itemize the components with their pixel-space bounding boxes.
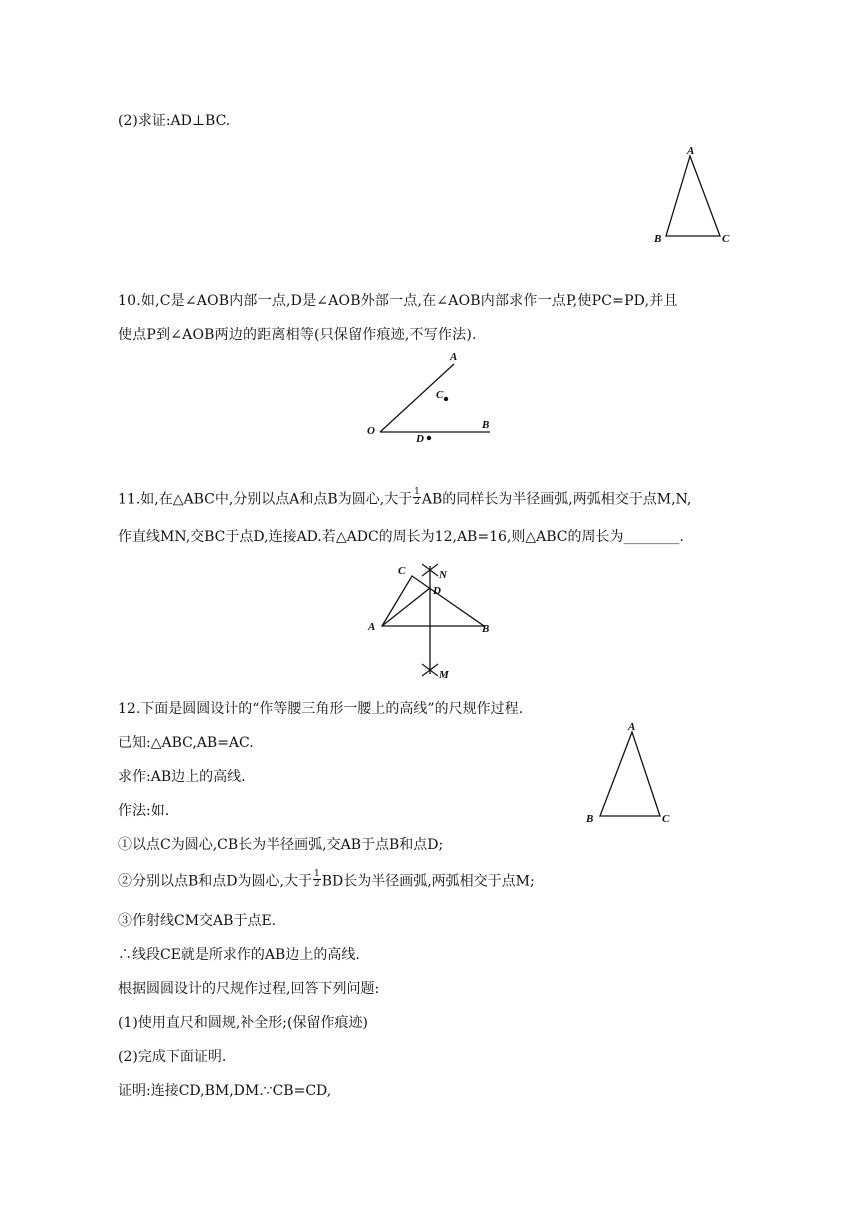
q12-step2-part-a: ②分别以点B和点D为圆心,大于 [118,873,312,890]
q11-label-n: N [439,569,447,581]
q9-triangle-figure [648,142,748,250]
q11-text-line1-part-a: 11.如,在△ABC中,分别以点A和点B为圆心,大于 [118,491,413,508]
q11-fraction-den: 2 [414,497,420,507]
q12-step2-part-b: BD长为半径画弧,两弧相交于点M; [321,873,535,890]
q11-fraction [413,488,421,507]
q10-point-d [427,436,431,440]
q10-point-c [444,397,448,401]
q9-label-c: C [722,233,730,245]
q10-text-line2: 使点P到∠AOB两边的距离相等(只保留作痕迹,不写作法). [118,327,477,343]
q12-triangle-figure [582,716,682,828]
q9-label-a: A [687,145,695,157]
q10-text-line1: 10.如,C是∠AOB内部一点,D是∠AOB外部一点,在∠AOB内部求作一点P,使PC=PD,并且 [118,293,678,309]
q9-triangle-shape [666,156,720,236]
q12-question: 根据圆圆设计的尺规作过程,回答下列问题: [118,981,380,997]
q12-sub2: (2)完成下面证明. [118,1049,227,1065]
q12-sub1: (1)使用直尺和圆规,补全形;(保留作痕迹) [118,1015,368,1031]
q12-label-a: A [628,721,636,733]
q12-method: 作法:如. [118,803,170,819]
q11-label-b: B [482,623,490,635]
q12-title: 12.下面是圆圆设计的“作等腰三角形一腰上的高线”的尺规作过程. [118,701,524,717]
q12-fraction [313,870,321,889]
q12-proof: 证明:连接CD,BM,DM.∵CB=CD, [118,1083,332,1099]
q10-label-d: D [416,433,424,445]
q11-segment-ad [382,588,430,626]
q12-label-b: B [586,813,594,825]
q10-angle-figure [362,348,502,448]
q11-text-line1 [118,487,692,509]
q12-step1: ①以点C为圆心,CB长为半径画弧,交AB于点B和点D; [118,837,444,853]
q11-triangle-figure [360,560,500,686]
q11-fraction-num: 1 [414,487,420,497]
q12-step2 [118,869,535,891]
q11-text-line1-part-b: AB的同样长为半径画弧,两弧相交于点M,N, [421,491,692,508]
q12-label-c: C [662,813,670,825]
q10-label-c: C [436,389,444,401]
q10-label-a: A [450,351,458,363]
q12-known: 已知:△ABC,AB=AC. [118,735,254,751]
q11-label-c: C [398,565,406,577]
q12-fraction-num: 1 [313,869,320,879]
q11-triangle-shape [382,576,484,626]
q12-conclusion: ∴线段CE就是所求作的AB边上的高线. [118,947,360,963]
q11-label-m: M [439,669,449,681]
q12-find: 求作:AB边上的高线. [118,769,246,785]
q12-triangle-shape [600,732,660,816]
q11-label-d: D [433,585,441,597]
q11-label-a: A [368,621,376,633]
q11-text-line2: 作直线MN,交BC于点D,连接AD.若△ADC的周长为12,AB=16,则△ABC的周长为________. [118,529,684,545]
q12-fraction-den: 2 [313,879,320,889]
q9-part2-text: (2)求证:AD⊥BC. [118,113,231,129]
q9-label-b: B [654,233,662,245]
q10-label-b: B [482,419,490,431]
q12-step3: ③作射线CM交AB于点E. [118,913,277,929]
q10-label-o: O [367,425,375,437]
